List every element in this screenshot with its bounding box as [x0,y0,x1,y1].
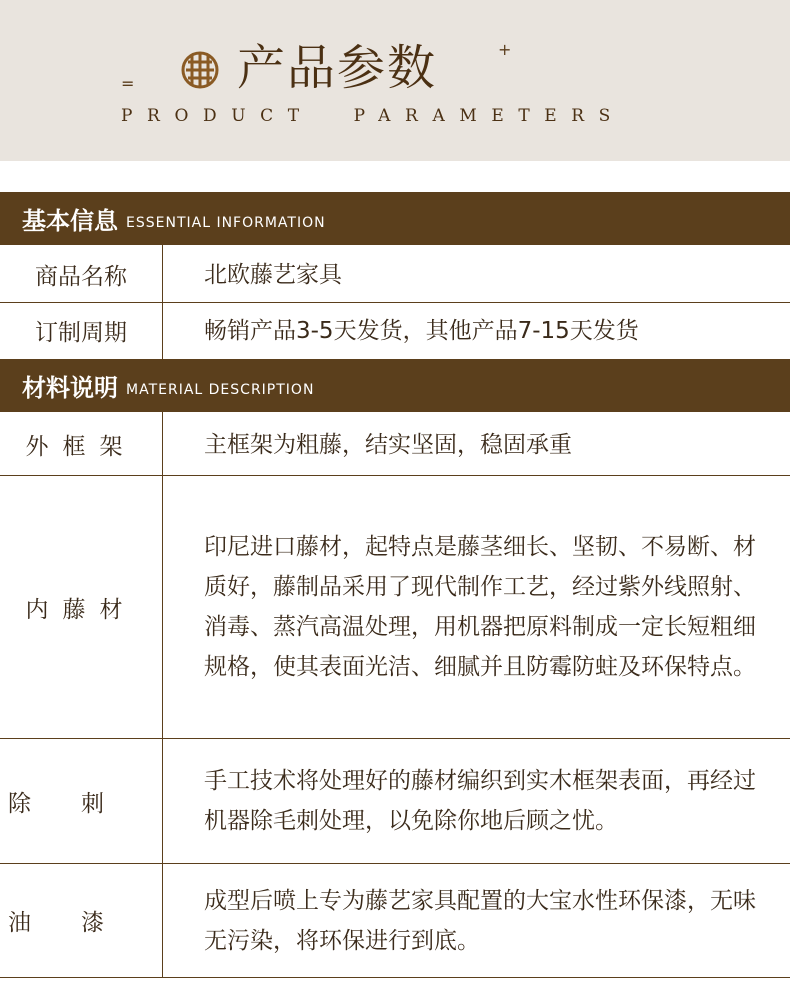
lattice-ornament-icon [180,50,220,90]
section-header-material [0,359,790,412]
param-key: 商品名称 [35,264,127,290]
param-value: 成型后喷上专为藤艺家具配置的大宝水性环保漆，无味无污染，将环保进行到底。 [204,887,756,954]
page-subtitle: PRODUCT PARAMETERS [121,106,625,126]
column-divider [162,245,163,359]
plus-ornament: + [498,40,512,59]
section-title-en: ESSENTIAL INFORMATION [126,214,326,231]
param-value: 手工技术将处理好的藤材编织到实木框架表面，再经过机器除毛刺处理，以免除你地后顾之忧。 [204,768,756,834]
section-header-essential [0,192,790,245]
page-title: 产品参数 [237,40,438,96]
section-title-cn: 材料说明 [22,374,118,402]
param-key: 外框架 [25,434,137,460]
param-value: 畅销产品3-5天发货，其他产品7-15天发货 [204,317,639,344]
section-title-en: MATERIAL DESCRIPTION [126,381,315,398]
section-title-cn: 基本信息 [22,207,118,235]
param-value: 主框架为粗藤，结实坚固，稳固承重 [204,431,572,458]
equals-ornament: = [121,74,135,93]
param-value: 北欧藤艺家具 [204,261,342,288]
param-key: 内藤材 [25,596,137,623]
param-value: 印尼进口藤材，起特点是藤茎细长、坚韧、不易断、材质好，藤制品采用了现代制作工艺，经过紫外线照射、消毒、蒸汽高温处理，用机器把原料制成一定长短粗细规格，使其表面光洁、细腻并且防霉防蛀及环保特点。 [204,534,756,680]
param-key: 除刺 [8,790,154,817]
table-bottom-border [0,977,790,978]
param-key: 油漆 [8,910,154,936]
column-divider [162,412,163,978]
param-key: 订制周期 [35,320,127,346]
